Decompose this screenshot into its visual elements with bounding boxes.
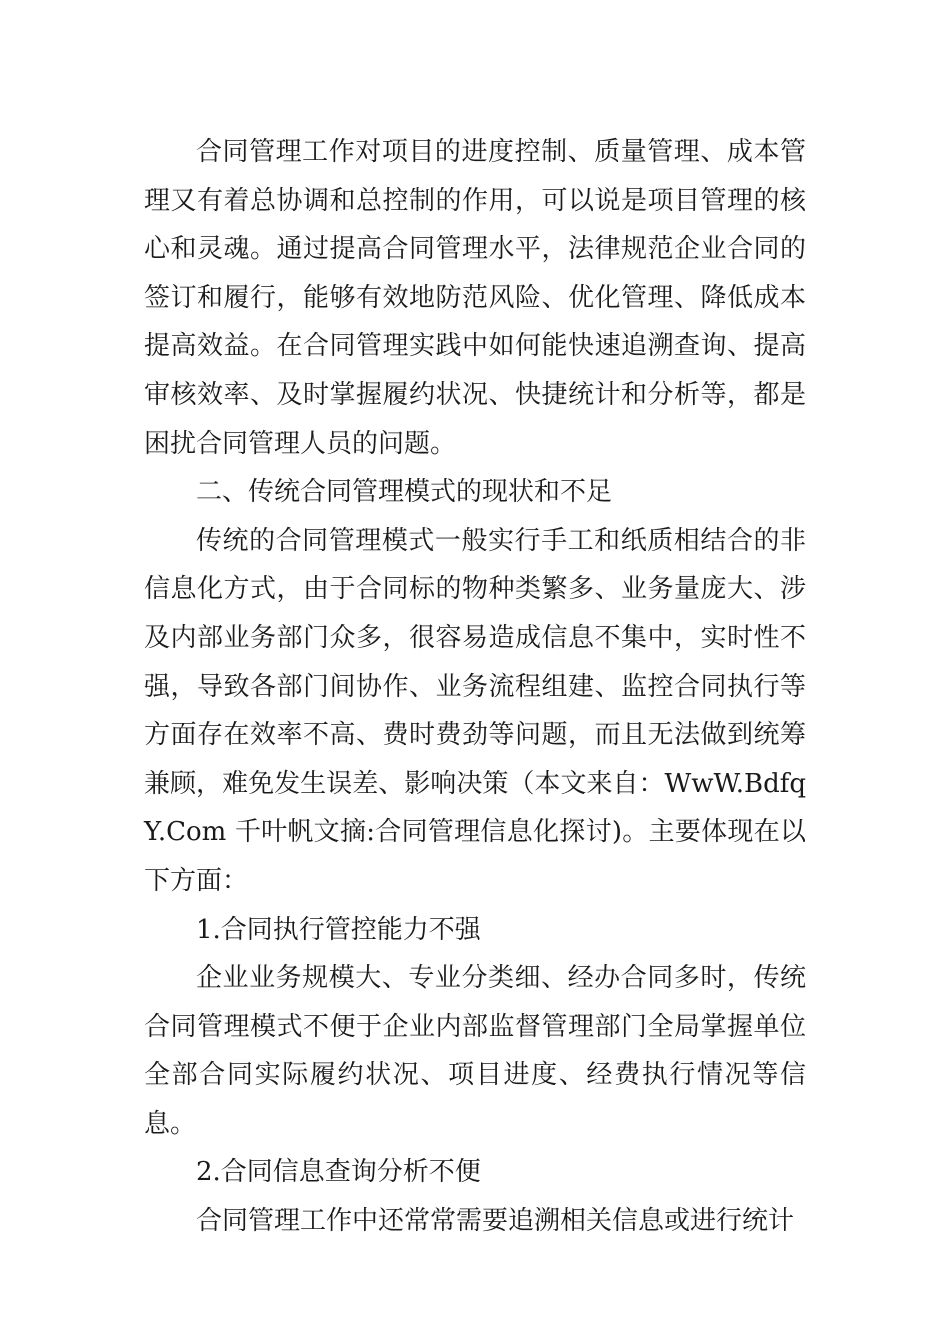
paragraph-execution-control: 企业业务规模大、专业分类细、经办合同多时，传统合同管理模式不便于企业内部监督管理部门全局掌握单位全部合同实际履约状况、项目进度、经费执行情况等信息。	[144, 963, 806, 1139]
paragraph-query-analysis: 合同管理工作中还常常需要追溯相关信息或进行统计	[196, 1206, 795, 1237]
subheading-execution-control: 1.合同执行管控能力不强	[196, 914, 481, 945]
paragraph-contract-management-role: 合同管理工作对项目的进度控制、质量管理、成本管理又有着总协调和总控制的作用，可以说是项目管理的核心和灵魂。通过提高合同管理水平，法律规范企业合同的签订和履行，能够有效地防范风险、优化管理、降低成本提高效益。在合同管理实践中如何能快速追溯查询、提高审核效率、及时掌握履约状况、快捷统计和分析等，都是困扰合同管理人员的问题。	[144, 137, 806, 459]
subheading-query-analysis: 2.合同信息查询分析不便	[196, 1157, 481, 1188]
section-heading-traditional-mode: 二、传统合同管理模式的现状和不足	[196, 477, 613, 508]
document-body	[144, 128, 806, 1246]
paragraph-traditional-mode: 传统的合同管理模式一般实行手工和纸质相结合的非信息化方式，由于合同标的物种类繁多、业务量庞大、涉及内部业务部门众多，很容易造成信息不集中，实时性不强，导致各部门间协作、业务流程组建、监控合同执行等方面存在效率不高、费时费劲等问题，而且无法做到统筹兼顾，难免发生误差、影响决策（本文来自：WwW.BdfqY.Com 千叶帆文摘:合同管理信息化探讨)。主要体现在以下方面：	[144, 525, 806, 896]
